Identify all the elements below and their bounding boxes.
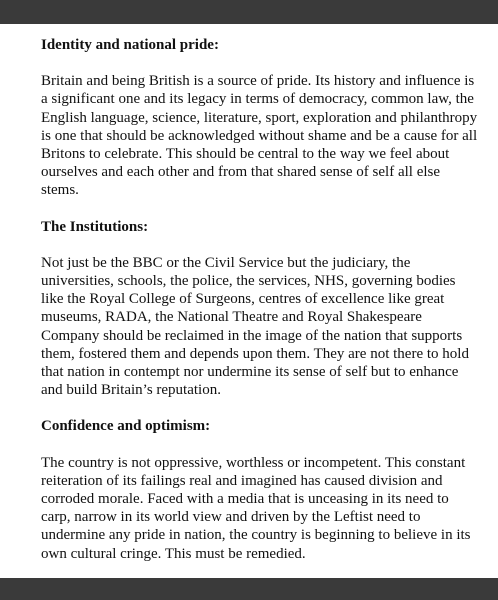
bottom-bar (0, 578, 498, 600)
section-body: Not just be the BBC or the Civil Service but the judiciary, the universities, schools, the police, the services, NHS, governing bodies like the Royal College of Surgeons, centres of excellence like great museums, RADA, the National Theatre and Royal Shakespeare Company should be reclaimed in the image of the nation that supports them, fostered them and depends upon them. They are not there to hold that nation in contempt nor undermine its sense of self but to enhance and build Britain’s reputation. (41, 254, 469, 399)
section-confidence (41, 417, 478, 562)
section-institutions (41, 218, 478, 400)
section-heading: Identity and national pride: (41, 37, 219, 53)
section-body: The country is not oppressive, worthless or incompetent. This constant reiteration of its failings real and imagined has caused division and corroded morale. Faced with a media that is unceasing in its need to carp, narrow in its world view and driven by the Leftist need to undermine any pride in nation, the country is beginning to believe in its own cultural cringe. This must be remedied. (41, 454, 471, 562)
section-heading: Confidence and optimism: (41, 418, 211, 435)
section-body: Britain and being British is a source of pride. Its history and influence is a significant one and its legacy in terms of democracy, common law, the English language, science, literature, sport, exploration and philanthropy is one that should be acknowledged without shame and be a cause for all Britons to celebrate. This should be central to the way we feel about ourselves and each other and from that shared sense of self all else stems. (41, 73, 478, 199)
section-identity (41, 36, 478, 200)
top-bar (0, 0, 498, 24)
document-page (0, 24, 498, 578)
section-heading: The Institutions: (41, 218, 149, 235)
